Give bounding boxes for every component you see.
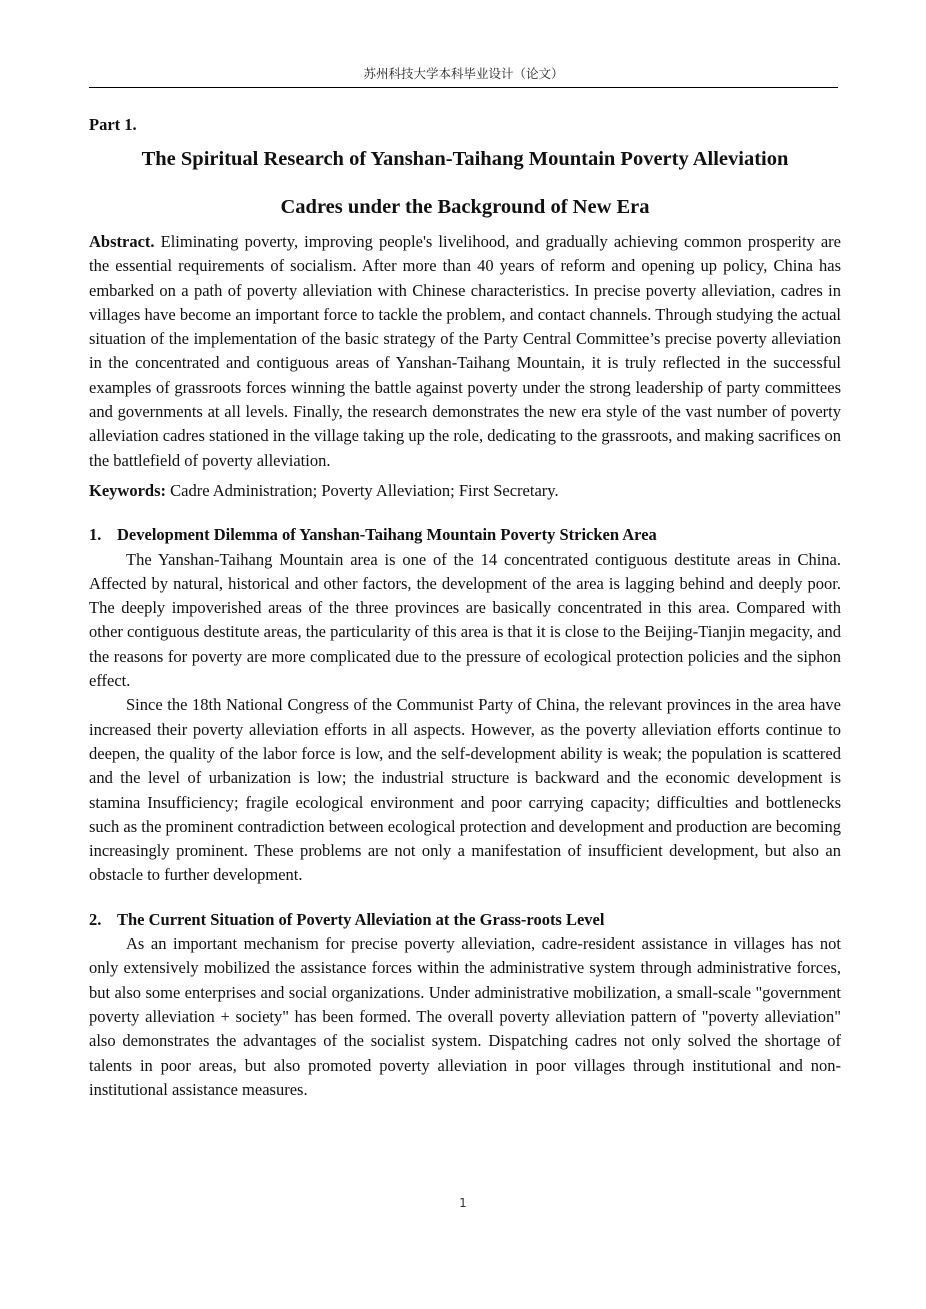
title-line-2: Cadres under the Background of New Era [280, 196, 650, 218]
abstract-label: Abstract. [89, 232, 155, 251]
paragraph: The Yanshan-Taihang Mountain area is one of the 14 concentrated contiguous destitute areas in China. Affected by natural, historical and other factors, the development of the area is lagging behind and deeply poor. The deeply impoverished areas of the three provinces are basically concentrated in this area. Compared with other contiguous destitute areas, the particularity of this area is that it is close to the Beijing-Tianjin megacity, and the reasons for poverty are more complicated due to the pressure of ecological protection policies and the siphon effect. [89, 549, 841, 691]
section-heading [89, 523, 841, 547]
section-2 [89, 908, 841, 1102]
keywords [89, 479, 841, 503]
section-number: 2. [89, 909, 102, 929]
paper-title [89, 147, 841, 219]
paragraph: Since the 18th National Congress of the Communist Party of China, the relevant provinces in the area have increased their poverty alleviation efforts in all aspects. However, as the poverty alleviation efforts continue to deepen, the quality of the labor force is low, and the self-development ability is weak; the population is scattered and the level of urbanization is low; the industrial structure is backward and the economic development is stamina Insufficiency; fragile ecological environment and poor carrying capacity; difficulties and bottlenecks such as the prominent contradiction between ecological protection and development and production are becoming increasingly prominent. These problems are not only a manifestation of insufficient development, but also an obstacle to further development. [89, 695, 841, 885]
section-1 [89, 523, 841, 887]
section-heading [89, 908, 841, 932]
section-title: Development Dilemma of Yanshan-Taihang Mountain Poverty Stricken Area [117, 525, 657, 545]
title-line-1: The Spiritual Research of Yanshan-Taihang Mountain Poverty Alleviation [141, 148, 789, 170]
paragraph: As an important mechanism for precise poverty alleviation, cadre-resident assistance in villages has not only extensively mobilized the assistance forces within the administrative system through administrative forces, but also some enterprises and social organizations. Under administrative mobilization, a small-scale "government poverty alleviation + society" has been formed. The overall poverty alleviation pattern of "poverty alleviation" also demonstrates the advantages of the socialist system. Dispatching cadres not only solved the shortage of talents in poor areas, but also promoted poverty alleviation in poor villages through institutional and non-institutional assistance measures. [89, 934, 841, 1099]
abstract [89, 230, 841, 473]
header-rule [89, 87, 838, 88]
page-number: 1 [459, 1196, 467, 1210]
keywords-text: Cadre Administration; Poverty Alleviation; First Secretary. [170, 480, 559, 500]
section-number: 1. [89, 525, 102, 545]
running-header: 苏州科技大学本科毕业设计（论文） [363, 66, 564, 81]
section-title: The Current Situation of Poverty Alleviation at the Grass-roots Level [117, 909, 605, 929]
part-label: Part 1. [89, 115, 137, 134]
abstract-text: Eliminating poverty, improving people's livelihood, and gradually achieving common prosperity are the essential requirements of socialism. After more than 40 years of reform and opening up policy, China has embarked on a path of poverty alleviation with Chinese characteristics. In precise poverty alleviation, cadres in villages have become an important force to tackle the problem, and contact channels. Through studying the actual situation of the implementation of the basic strategy of the Party Central Committee’s precise poverty alleviation in the concentrated and contiguous areas of Yanshan-Taihang Mountain, it is truly reflected in the successful examples of grassroots forces winning the battle against poverty under the strong leadership of party committees and governments at all levels. Finally, the research demonstrates the new era style of the vast number of poverty alleviation cadres stationed in the village taking up the role, dedicating to the grassroots, and making sacrifices on the battlefield of poverty alleviation. [89, 232, 842, 470]
keywords-label: Keywords: [89, 480, 166, 500]
page-body [89, 113, 841, 1102]
